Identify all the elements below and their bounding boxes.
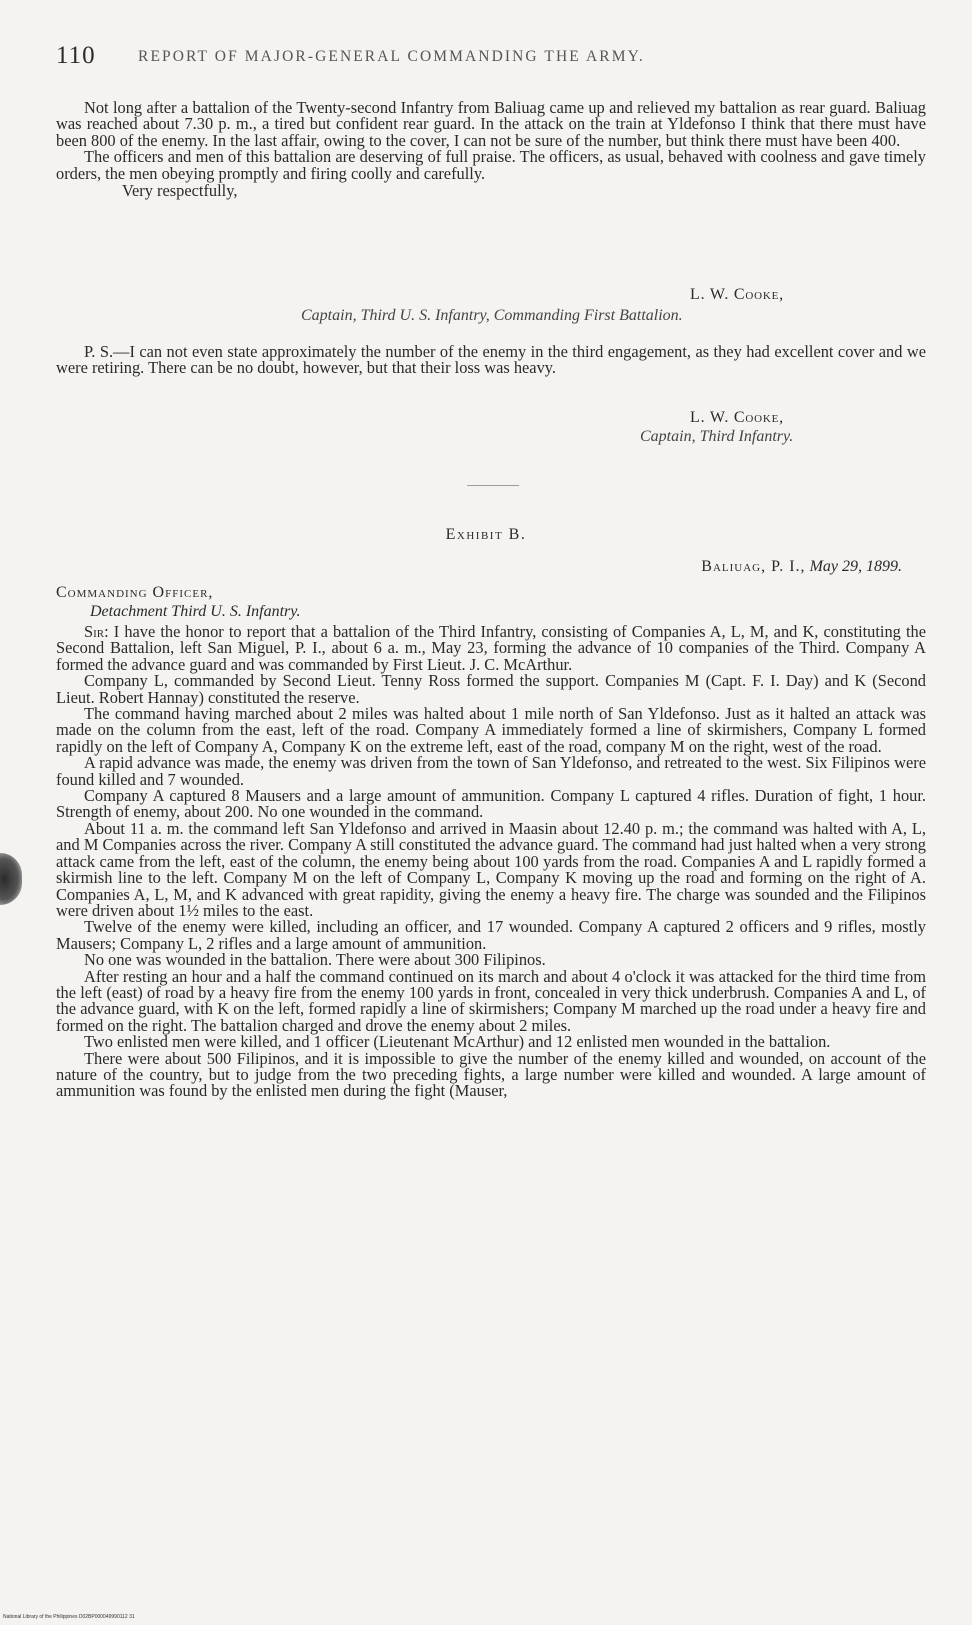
closing: Very respectfully, bbox=[122, 181, 238, 201]
paragraph: After resting an hour and a half the command continued on its march and about 4 o'clock it was attacked for the third time from the left (east) of road by a heavy fire from the enemy 100 yards in front, concealed in very thick underbrush. Companies A and L, of the advance guard, with K on the left, formed rapidly a line of skirmishers; Company M marched up the road under a heavy fire and formed on the right. The battalion charged and drove the enemy about 2 miles. bbox=[56, 966, 926, 1035]
ps-signature-name: L. W. Cooke, bbox=[690, 409, 784, 426]
ps-signature-title: Captain, Third Infantry. bbox=[640, 428, 794, 445]
paragraph: No one was wounded in the battalion. There were about 300 Filipinos. bbox=[84, 950, 546, 970]
paragraph-text: I have the honor to report that a battalion of the Third Infantry, consisting of Companies A, L, M, and K, constituting the Second Battalion, left San Miguel, P. I., about 6 a. m., May 23, forming the advance of 10 companies of the Third. Company A formed the advance guard and was commanded by First Lieut. J. C. McArthur. bbox=[56, 622, 926, 674]
addressee-unit: Detachment Third U. S. Infantry. bbox=[90, 603, 301, 620]
paragraph: The officers and men of this battalion are deserving of full praise. The officers, as usual, behaved with coolness and gave timely orders, the men obeying promptly and firing coolly and carefully. bbox=[56, 147, 926, 183]
paragraph: Company L, commanded by Second Lieut. Tenny Ross formed the support. Companies M (Capt. F. I. Day) and K (Second Lieut. Robert Hannay) constituted the reserve. bbox=[56, 671, 926, 707]
exhibit-b-body bbox=[56, 624, 926, 1100]
signature-title: Captain, Third U. S. Infantry, Commanding First Battalion. bbox=[301, 307, 683, 324]
dateline-place: Baliuag, P. I., bbox=[701, 558, 806, 575]
postscript-text: P. S.—I can not even state approximately the number of the enemy in the third engagement, as they had excellent cover and we were retiring. There can be no doubt, however, but that their loss was heavy. bbox=[56, 342, 926, 378]
paragraph: There were about 500 Filipinos, and it is impossible to give the number of the enemy killed and wounded, on account of the nature of the country, but to judge from the two preceding fights, a large number were killed and wounded. A large amount of ammunition was found by the enlisted men during the fight (Mauser, bbox=[56, 1048, 926, 1101]
page-edge-smudge bbox=[0, 853, 22, 905]
paragraph: About 11 a. m. the command left San Yldefonso and arrived in Maasin about 12.40 p. m.; the command was halted with A, L, and M Companies across the river. Company A still constituted the advance guard. The command had just halted when a very strong attack came from the left, east of the column, the enemy being about 100 yards from the road. Companies A and L rapidly formed a skirmish line to the left. Company M on the left of Company L, Company K moving up the road and forming on the right of A. Companies A, L, M, and K advanced with great rapidity, giving the enemy a heavy fire. The charge was sounded and the Filipinos were driven about 1½ miles to the east. bbox=[56, 818, 926, 920]
paragraph: Company A captured 8 Mausers and a large amount of ammunition. Company L captured 4 rifles. Duration of fight, 1 hour. Strength of enemy, about 200. No one wounded in the command. bbox=[56, 786, 926, 822]
paragraph bbox=[56, 624, 926, 673]
paragraph: A rapid advance was made, the enemy was driven from the town of San Yldefonso, and retreated to the west. Six Filipinos were found killed and 7 wounded. bbox=[56, 753, 926, 789]
section-divider bbox=[467, 485, 519, 486]
page-number: 110 bbox=[56, 42, 96, 69]
exhibit-heading: Exhibit B. bbox=[445, 526, 527, 543]
postscript bbox=[56, 344, 926, 377]
paragraph: Not long after a battalion of the Twenty-second Infantry from Baliuag came up and relieved my battalion as rear guard. Baliuag was reached about 7.30 p. m., a tired but confident rear guard. In the attack on the train at Yldefonso I think that there must have been 800 of the enemy. In the last affair, owing to the cover, I can not be sure of the number, but think there must have been 400. bbox=[56, 98, 926, 150]
page-header bbox=[56, 42, 926, 78]
scan-stamp: National Library of the Philippines D02BP000049990112 31 bbox=[3, 1614, 135, 1620]
dateline-date: May 29, 1899. bbox=[809, 558, 902, 575]
salutation: Sir: bbox=[84, 622, 109, 641]
addressee: Commanding Officer, bbox=[56, 584, 214, 601]
dateline bbox=[701, 558, 902, 576]
running-head: REPORT OF MAJOR-GENERAL COMMANDING THE ARMY. bbox=[138, 48, 645, 65]
signature-name: L. W. Cooke, bbox=[690, 286, 784, 303]
letter-a-body bbox=[56, 100, 926, 200]
paragraph: Twelve of the enemy were killed, including an officer, and 17 wounded. Company A captured 2 officers and 9 rifles, mostly Mausers; Company L, 2 rifles and a large amount of ammunition. bbox=[56, 917, 926, 953]
paragraph: The command having marched about 2 miles was halted about 1 mile north of San Yldefonso. Just as it halted an attack was made on the column from the east, left of the road. Company A immediately formed a line of skirmishers, Company L formed rapidly on the left of Company A, Company K on the extreme left, east of the road, company M on the right, west of the road. bbox=[56, 704, 926, 756]
paragraph: Two enlisted men were killed, and 1 officer (Lieutenant McArthur) and 12 enlisted men wounded in the battalion. bbox=[84, 1032, 831, 1052]
